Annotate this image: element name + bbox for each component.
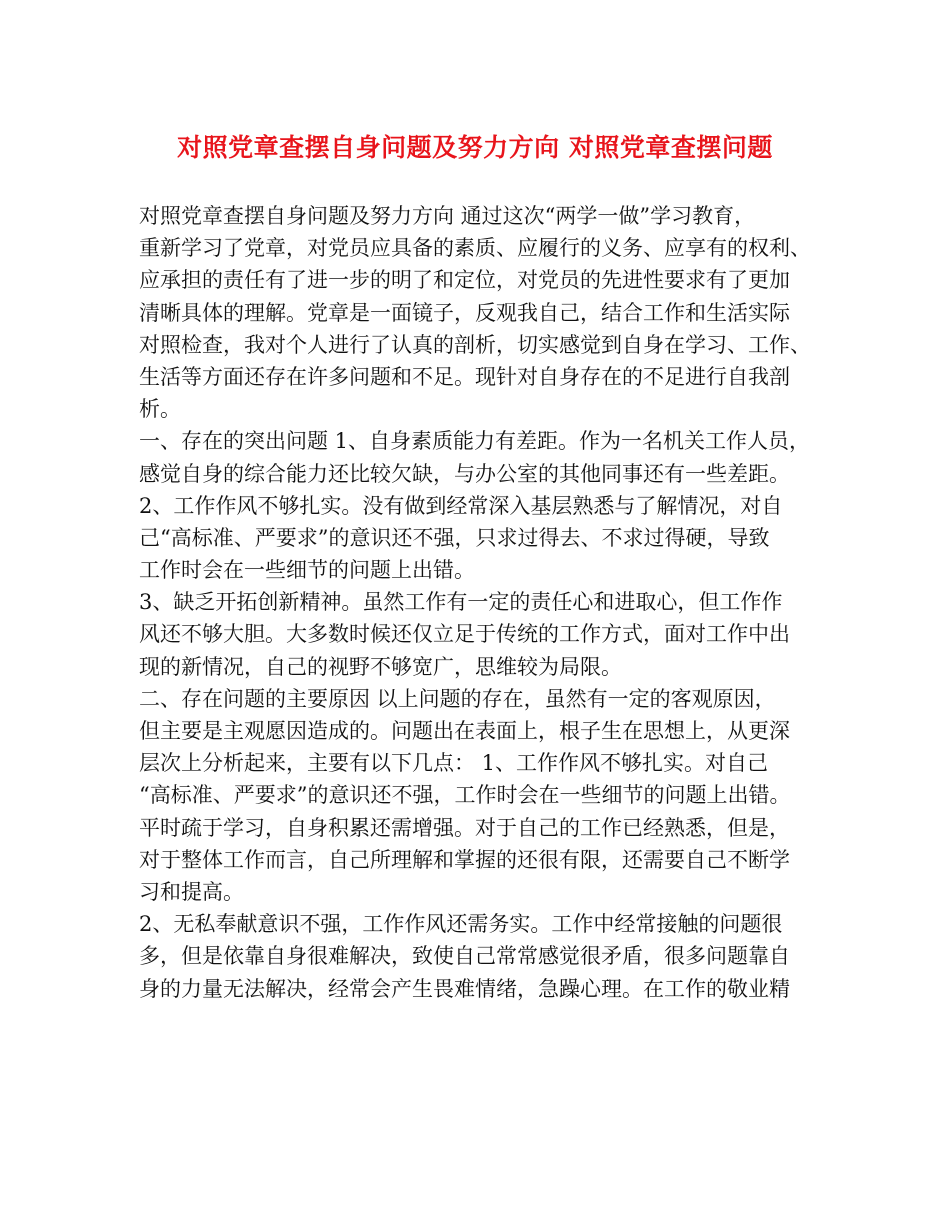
body-line: 习和提高。	[139, 879, 244, 904]
body-line: “高标准、严要求”的意识还不强，工作时会在一些细节的问题上出错。	[139, 783, 791, 808]
body-line: 3、缺乏开拓创新精神。虽然工作有一定的责任心和进取心，但工作作	[139, 590, 783, 615]
body-line: 工作时会在一些细节的问题上出错。	[139, 558, 475, 583]
body-line: 对照检查，我对个人进行了认真的剖析，切实感觉到自身在学习、工作、	[139, 332, 811, 357]
body-line: 身的力量无法解决，经常会产生畏难情绪，急躁心理。在工作的敬业精	[139, 976, 790, 1001]
body-line: 多，但是依靠自身很难解决，致使自己常常感觉很矛盾，很多问题靠自	[139, 944, 790, 969]
body-line: 己“高标准、严要求”的意识还不强，只求过得去、不求过得硬，导致	[139, 525, 770, 550]
body-line: 风还不够大胆。大多数时候还仅立足于传统的工作方式，面对工作中出	[139, 622, 790, 647]
body-line: 生活等方面还存在许多问题和不足。现针对自身存在的不足进行自我剖	[139, 364, 790, 389]
body-line: 但主要是主观愿因造成的。问题出在表面上，根子生在思想上，从更深	[139, 719, 790, 743]
body-line: 2、无私奉献意识不强，工作作风还需务实。工作中经常接触的问题很	[139, 912, 783, 937]
body-line: 层次上分析起来，主要有以下几点： 1、工作作风不够扎实。对自己	[139, 751, 769, 776]
body-line: 感觉自身的综合能力还比较欠缺，与办公室的其他同事还有一些差距。	[139, 461, 790, 486]
body-line: 二、存在问题的主要原因 以上问题的存在，虽然有一定的客观原因，	[139, 686, 776, 711]
document-title: 对照党章查摆自身问题及努力方向 对照党章查摆问题	[177, 133, 773, 162]
body-line: 应承担的责任有了进一步的明了和定位，对党员的先进性要求有了更加	[139, 268, 790, 293]
body-line: 析。	[139, 397, 181, 422]
body-line: 对照党章查摆自身问题及努力方向 通过这次“两学一做”学习教育，	[139, 204, 756, 228]
body-line: 平时疏于学习，自身积累还需增强。对于自己的工作已经熟悉，但是，	[139, 815, 790, 840]
document-body	[139, 200, 829, 1005]
body-line: 重新学习了党章，对党员应具备的素质、应履行的义务、应享有的权利、	[139, 236, 811, 261]
body-line: 现的新情况，自己的视野不够宽广，思维较为局限。	[139, 654, 622, 679]
body-line: 清晰具体的理解。党章是一面镜子，反观我自己，结合工作和生活实际	[139, 300, 790, 325]
body-line: 一、存在的突出问题 1、自身素质能力有差距。作为一名机关工作人员，	[139, 429, 811, 454]
body-line: 对于整体工作而言，自己所理解和掌握的还很有限，还需要自己不断学	[139, 847, 790, 872]
body-line: 2、工作作风不够扎实。没有做到经常深入基层熟悉与了解情况，对自	[139, 493, 783, 518]
